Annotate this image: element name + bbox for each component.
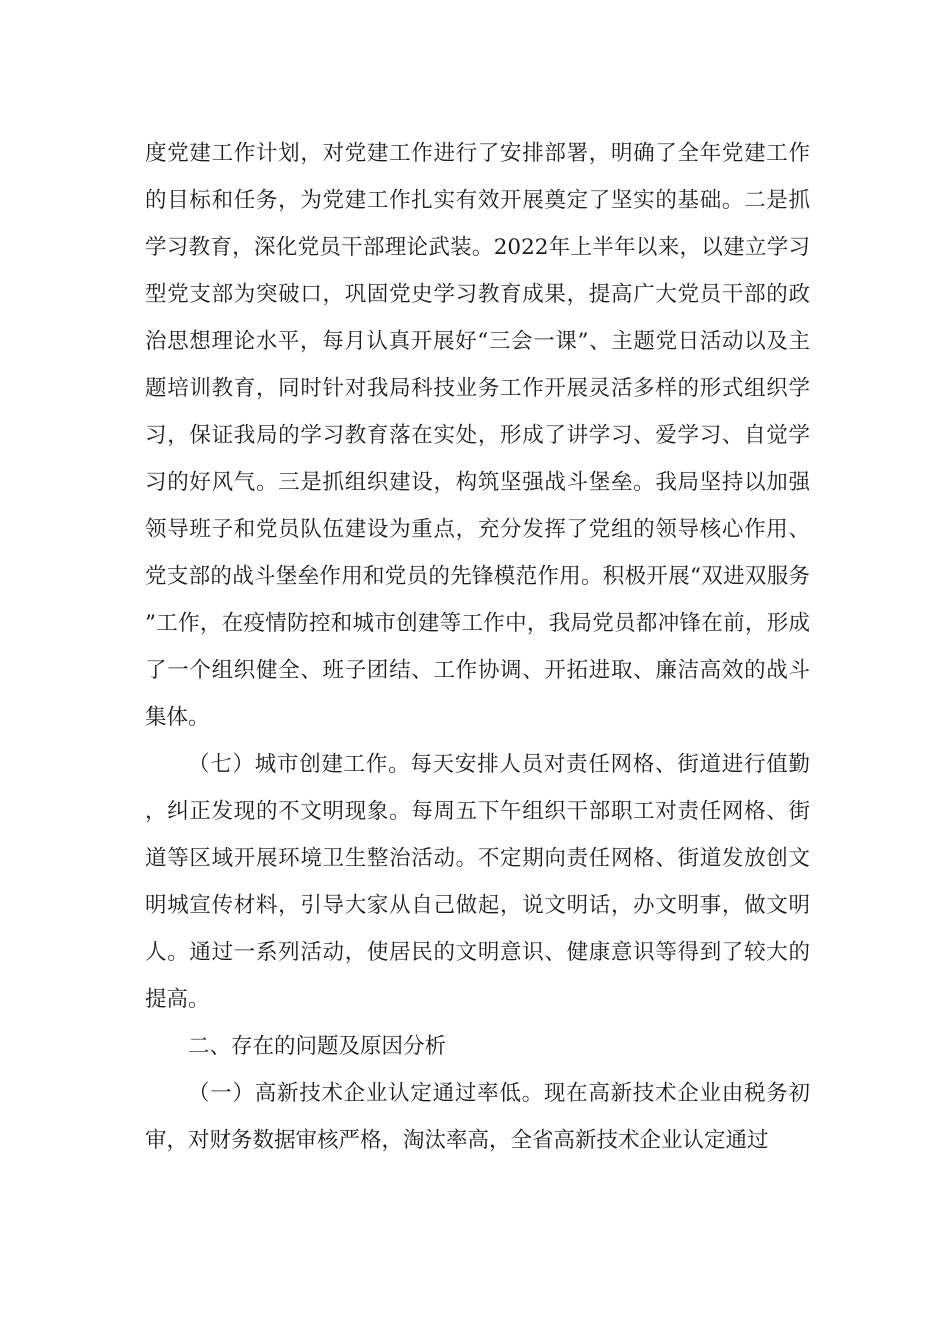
- section-heading-problems: 二、存在的问题及原因分析: [188, 1034, 447, 1059]
- paragraph-party-building: 度党建工作计划，对党建工作进行了安排部署，明确了全年党建工作的目标和任务，为党建工作扎实有效开展奠定了坚实的基础。二是抓学习教育，深化党员干部理论武装。2022年上半年以来，以建立学习型党支部为突破口，巩固党史学习教育成果，提高广大党员干部的政治思想理论水平，每月认真开展好“三会一课”、主题党日活动以及主题培训教育，同时针对我局科技业务工作开展灵活多样的形式组织学习，保证我局的学习教育落在实处，形成了讲学习、爱学习、自觉学习的好风气。三是抓组织建设，构筑坚强战斗堡垒。我局坚持以加强领导班子和党员队伍建设为重点，充分发挥了党组的领导核心作用、党支部的战斗堡垒作用和党员的先锋模范作用。积极开展“双进双服务”工作，在疫情防控和城市创建等工作中，我局党员都冲锋在前，形成了一个组织健全、班子团结、工作协调、开拓进取、廉洁高效的战斗集体。: [145, 141, 810, 730]
- document-body: [145, 130, 810, 1164]
- paragraph-high-tech-enterprise: （一）高新技术企业认定通过率低。现在高新技术企业由税务初审，对财务数据审核严格，淘汰率高，全省高新技术企业认定通过: [145, 1081, 810, 1153]
- paragraph-city-creation: （七）城市创建工作。每天安排人员对责任网格、街道进行值勤，纠正发现的不文明现象。每周五下午组织干部职工对责任网格、街道等区域开展环境卫生整治活动。不定期向责任网格、街道发放创文明城宣传材料，引导大家从自己做起，说文明话，办文明事，做文明人。通过一系列活动，使居民的文明意识、健康意识等得到了较大的提高。: [145, 752, 810, 1012]
